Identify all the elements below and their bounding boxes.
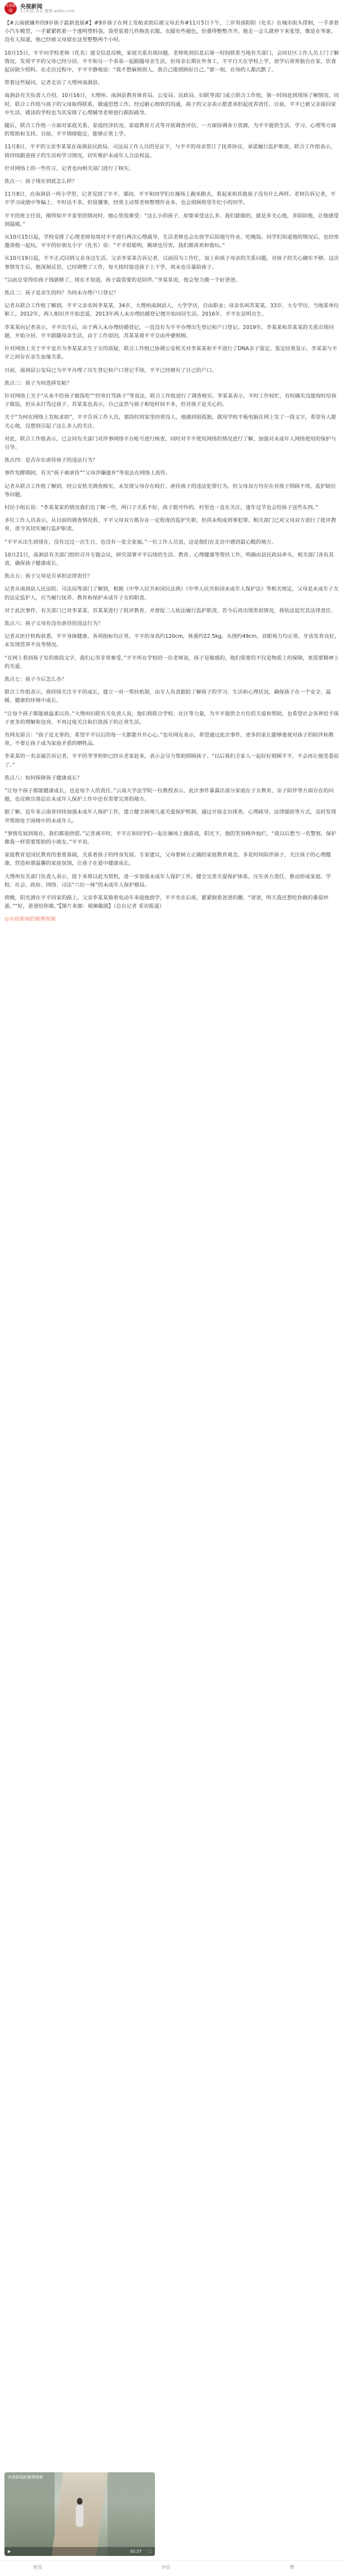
paragraph: 记者从联合工作组了解到，平平父亲名叫李某某，34岁，大理州南涧县人，大学学历，自由职业；母亲名叫苏某某，33岁，大专学历，当地某单位职工。2012年，两人相识并开始恋爱，2013年两人未办理结婚登记便开始同居生活。2016年，平平在昆明出生。	[4, 303, 339, 318]
video-player[interactable]	[4, 2472, 155, 2556]
intro-paragraphs	[4, 49, 341, 173]
paragraph: 事件发酵期间，有关“孩子被虐待”“父母涉嫌遗弃”等说法在网络上流传。	[4, 470, 171, 477]
fullscreen-icon[interactable]: ⛶	[149, 2549, 152, 2554]
video-scene-person	[76, 2505, 84, 2527]
paragraph: 记者从联合工作组了解到，经公安机关调查核实，未发现父母存在殴打、虐待孩子的违法犯罪行为。但父母双方均存在对孩子照顾不周、监护缺位等问题。	[4, 483, 337, 498]
video-scene-person-head	[77, 2498, 82, 2505]
paragraph: “让每个孩子都能健康成长，也是每个人的责任。”云南大学法学院一位教授表示，此次事件暴露出部分家庭在子女教育、亲子陪伴等方面存在的问题，也反映出基层在未成年人保护工作中还有需要完善的地方。	[4, 788, 334, 803]
paragraph: 随后，联合工作组一方面对家庭关系、家庭经济状况、家庭教育方式等开展调查评估，一方面协调各方资源，为平平提供生活、学习、心理等方面的帮助和支持。目前，平平情绪稳定，能够正常上学。	[4, 123, 337, 138]
paragraph: “在网上看到孩子发的那段文字，我们心里非常难受。”平平所在学校的一位老师说，孩子是敏感的，他们需要的不仅是物质上的保障，更需要精神上的关爱。	[4, 655, 339, 670]
video-title: 央视新闻的微博视频	[8, 2475, 43, 2480]
paragraph: 平平的班主任说，刚得知平平家里的情况时，她心里很难受：“这么小的孩子，却要承受这么多。我们能做的，就是多关心他，多陪陪他，让他感受到温暖。”	[4, 212, 339, 227]
paragraph: 10月21日，南涧县有关部门组织召开专题会议，研究部署平平后续的生活、教育、心理健康等帮扶工作，明确由县民政局牵头，相关部门各负其责，确保孩子健康成长。	[4, 551, 334, 566]
paragraph: 10月15日，平平向学校老师（化名）提交信息反映，家庭关系出现问题。老师收到信息后第一时间联系当地有关部门，会同社区工作人员上门了解情况，发现平平的父母已经分居。平平和另一个弟弟一起跟随母亲生活，但母亲长期在外务工，平平白天在学校上学，放学后常常独自在家，饮食起居缺少照料。在走访过程中，平平平静地说：“我不想麻烦别人，我自己能照顾好自己。”那一刻，在场的人都沉默了。	[4, 50, 339, 74]
section-heading: 焦点五：孩子父母是否承担法律责任？	[4, 573, 93, 580]
paragraph: 针对网络上关于平平是否为李某某亲生子女的质疑，联合工作组已协调公安机关对李某某和平平进行了DNA亲子鉴定。鉴定结果显示，李某某与平平之间存在亲生血缘关系。	[4, 346, 337, 361]
paragraph: 多位工作人员表示，从目前的调查情况看，平平父母双方都存在一定程度的监护失职，但尚未构成刑事犯罪。相关部门已对父母双方进行了批评教育，责令其切实履行监护职责。	[4, 517, 337, 532]
section-heading: 焦点八：如何保障孩子健康成长？	[4, 774, 82, 781]
paragraph: “让每个孩子都能被温柔以待。”大理州妇联有关负责人说，他们将联合学校、社区等力量，为平平提供全方位的关爱和帮助，也希望社会各界给予孩子更多的理解和包容，不再过度关注和打扰孩子的正常生活。	[4, 710, 339, 725]
section-heading: 焦点六：孩子父母有没有虐待的违法行为？	[4, 620, 103, 627]
post-actions	[0, 2560, 345, 2573]
avatar[interactable]: 央视新闻	[4, 2, 17, 14]
paragraph: 记者从医疗机构获悉，平平身体健康，各项指标均正常。平平的身高约120cm，体重约22.5kg，头围约49cm，双眼视力均正常，牙齿发育良好，未发现营养不良等情况。	[4, 633, 340, 648]
post-body	[4, 19, 341, 928]
share-button[interactable]: 转发	[33, 2565, 42, 2570]
paragraph: 对于此次事件，有关部门已对李某某、苏某某进行了批评教育，并督促二人依法履行监护职责。若今后再出现类似情况，将依法追究其法律责任。	[4, 607, 337, 614]
section-heading: 焦点四：是否存在虐待孩子的违法行为？	[4, 457, 98, 464]
comment-button[interactable]: 评论	[162, 2565, 171, 2570]
paragraph: 李某某向记者表示，平平出生后，由于两人未办理结婚登记，一直没有为平平办理出生登记和户口登记。2019年，李某某和苏某某的关系出现问题，开始分居，平平跟随母亲生活，由于工作原因，苏某某将平平交由外婆照顾。	[4, 324, 334, 339]
section-heading: 焦点一：孩子现在到底怎么样？	[4, 178, 77, 185]
post-meta: 2小时前 来自 微博 weibo.com	[20, 9, 75, 13]
video-scene-left	[4, 2472, 55, 2556]
paragraph: 记者从南涧县人民法院、司法局等部门了解到，根据《中华人民共和国民法典》《中华人民共和国未成年人保护法》等相关规定，父母是未成年子女的法定监护人，应当履行抚养、教育和保护未成年子女的职责。	[4, 586, 339, 601]
post-lead: 【#云南被嫌弃的9岁孩子最新进展#】#9岁孩子在网上发帖求助后被父母丢弃#11月5日下午，三岁男孩阳阳（化名）在城市街头徘徊，一手拿着小汽车模型，一手紧紧抓着一个透明塑料袋，袋里装着几件换洗衣服，衣服有些褪色，但叠得整整齐齐。他走一会儿就停下来张望，像是在等谁。没有人知道，他已经被父母留在这里整整两个小时。	[4, 20, 339, 43]
paragraph: “以前总觉得给孩子钱就够了，现在才知道，孩子最需要的是陪伴。”李某某说，他会努力做一个好爸爸。	[4, 277, 241, 283]
paragraph: 针对网络上关于“从来不给孩子做饭吃”“经常打骂孩子”等说法，联合工作组进行了调查核实。李某某表示，平时工作较忙，有时确实没能按时给孩子做饭，但从未打骂过孩子。苏某某也表示，自己虽然与孩子相处时间不多，但对孩子是关心的。	[4, 393, 337, 408]
video-scene-right	[108, 2472, 155, 2556]
paragraph: 大理州有关部门负责人表示，接下来将以此为契机，进一步加强未成年人保护工作，健全完善关爱保护体系，压实各方责任，推动形成家庭、学校、社会、政府、网络、司法“六位一体”的未成年人保护格局。	[4, 873, 331, 888]
paragraph: “事情发展到现在，我们都很欣慰。”记者离开时，平平正和同学们一起在操场上做游戏，阳光下，他的笑容格外灿烂。“我以后想当一名警察，保护像我一样需要帮助的小朋友。”平平说。	[4, 830, 337, 846]
post-sections	[4, 177, 341, 911]
account-name[interactable]: 央视新闻	[20, 4, 42, 10]
video-duration: 02:27	[130, 2549, 142, 2554]
paragraph: 针对网络上的一些传言，记者也向相关部门进行了核实。	[4, 165, 134, 172]
paragraph: 家庭教育是国民教育的重要基础，关系着孩子的终身发展。专家建议，父母要树立正确的家庭教育观念，多花时间陪伴孩子，关注孩子的心理健康，营造和谐温馨的家庭氛围，让孩子在爱中健康成长。	[4, 852, 331, 867]
paragraph: “平平从出生到现在，没有过过一次生日，也没有一张全家福。”一位工作人员说，这是他们在走访中感到最心酸的地方。	[4, 539, 277, 545]
paragraph: 村民小组长说：“李某某家的情况我们也了解一些，两口子关系不好，孩子挺可怜的，村里也一直在关注，逢年过节也会给孩子送些东西。”	[4, 504, 318, 511]
video-controls[interactable]	[4, 2547, 155, 2556]
section-heading: 焦点七：孩子今后怎么办？	[4, 676, 67, 682]
paragraph: 李某某的一名亲属告诉记者，平平的爷爷奶奶已经从老家赶来，表示会尽力帮助照顾孩子。“以后我们全家人一起好好照顾平平，不会再让他受委屈了。”	[4, 753, 339, 768]
paragraph: 带着这些疑问，记者走访了大理州南涧县。	[4, 80, 103, 86]
paragraph: 关于“为何在网络上发帖求助”，平平告诉工作人员，那段时间家里经常没人，他感到很孤独，就用学校平板电脑在网上发了一段文字，希望有人能关心他，没想到引起了这么多人的关注。	[4, 414, 337, 429]
paragraph: 对此，联合工作组表示，已会同有关部门对涉事网络平台账号进行核查，同时对平平使用网络的情况进行了解，加强对未成年人网络使用的保护与引导。	[4, 435, 337, 451]
play-icon[interactable]: ▶	[8, 2549, 11, 2554]
paragraph: 从10月15日起，学校安排了心理老师每周对平平进行两次心理疏导，生活老师也会在放学后陪他写作业、吃晚饭。同学们知道他的情况后，也经常邀请他一起玩。平平的好朋友小宇（化名）说：“平平很聪明，踢球也厉害，我们都喜欢和他玩。”	[4, 234, 339, 249]
paragraph: 从10月19日起，平平正式回到父亲身边生活。父亲李某某告诉记者，以前因为工作忙，加上和孩子母亲的关系问题，对孩子的关心确实不够。这次事情发生后，他深刻反思，已经调整了工作，每天按时接送孩子上下学，周末也尽量陪孩子。	[4, 255, 339, 270]
paragraph: 联合工作组表示，将持续关注平平的成长，建立一对一帮扶机制，由专人负责跟踪了解孩子的学习、生活和心理状况，确保孩子在一个安全、温暖、健康的环境中成长。	[4, 689, 331, 704]
paragraph: 据了解，近年来云南省持续加强未成年人保护工作，建立健全困境儿童关爱保护机制，通过开展走访排查、心理疏导、法律援助等方式，及时发现并帮助处于困境中的未成年人。	[4, 809, 337, 824]
paragraph: 南涧县有关负责人介绍，10月16日，大理州、南涧县教育体育局、公安局、民政局、妇联等部门成立联合工作组，第一时间赶到现场了解情况。同时，联合工作组与孩子的父母取得联系，做通思想工作。经过耐心细致的沟通，孩子的父亲表示愿意承担起抚养责任。目前，平平已被父亲接回家中生活，就读的学校也为其安排了心理辅导老师进行跟踪疏导。	[4, 93, 339, 116]
paragraph: 有网友留言：“孩子是无辜的，希望平平以后的每一天都能开开心心。”也有网友表示，希望通过此次事件，更多的家长能够重视对孩子的陪伴和教育，不要让孩子成为家庭矛盾的牺牲品。	[4, 732, 334, 747]
post-header	[0, 0, 345, 14]
video-link[interactable]: ◎央视新闻的微博视频	[4, 916, 56, 923]
paragraph: 目前，南涧县公安局已为平平办理了出生登记和户口登记手续，平平已经拥有了自己的户口。	[4, 367, 217, 374]
paragraph: 11月8日，在南涧县一所小学里，记者见到了平平。课间，平平和同学们在操场上跑来跑去，看起来和其他孩子没有什么两样。老师告诉记者，平平学习成绩中等偏上，平时话不多，但很懂事，经常主动帮老师整理作业本，也会照顾班里年纪小的同学。	[4, 191, 336, 206]
like-button[interactable]: 赞	[290, 2565, 294, 2570]
paragraph: 11月8日，平平的父亲李某某在南涧县民政局、司法局工作人员的见证下，与平平的母亲签订了抚养协议，承诺履行监护职责。联合工作组表示，将持续跟进孩子的生活和学习情况，切实维护未成年人合法权益。	[4, 144, 336, 159]
section-heading: 焦点二：孩子是亲生的吗？为何未办理户口登记？	[4, 290, 119, 297]
section-heading: 焦点三：孩子为何选择发帖？	[4, 380, 72, 386]
paragraph: 傍晚，阳光洒在平平回家的路上。父亲李某某骑着电动车来接他放学，平平坐在后座，紧紧抱着爸爸的腰。“爸爸，明天我还想吃你做的番茄炒蛋。”“好，爸爸给你做。”【图片来源：视频截图】（总台记者 采访报道）	[4, 895, 329, 910]
